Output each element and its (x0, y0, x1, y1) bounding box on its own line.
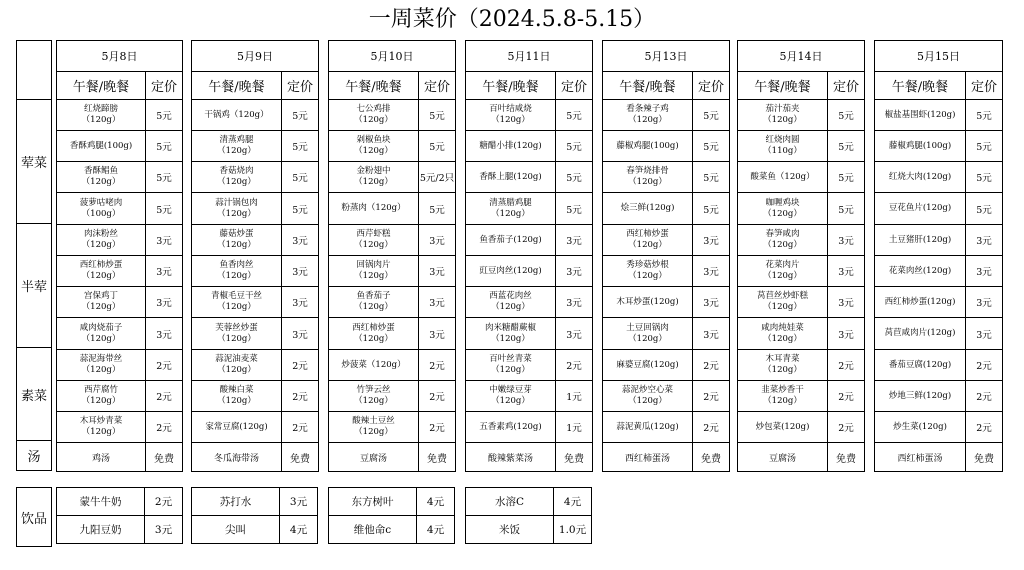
dish-name: 鱼香茄子(120g) (466, 225, 556, 256)
dish-name: 回锅肉片 （120g） (329, 256, 419, 287)
drink-name: 苏打水 (192, 488, 280, 516)
dish-name: 蒜泥油麦菜 （120g） (192, 350, 282, 381)
dish-name: 香酥鲳鱼 （120g） (57, 162, 146, 193)
price-header: 定价 (419, 72, 456, 100)
dish-price: 2元 (828, 381, 865, 412)
day-menu-table (56, 40, 183, 472)
dish-name: 花菜肉丝(120g) (875, 256, 966, 287)
dish-name: 春笋烧排骨 （120g） (603, 162, 693, 193)
dish-name: 麻婆豆腐(120g) (603, 350, 693, 381)
drinks-table (56, 487, 183, 544)
dish-price: 2元 (966, 350, 1003, 381)
drink-price: 4元 (417, 516, 455, 544)
dish-price: 5元 (419, 100, 456, 131)
dish-name: 蒜泥黄瓜(120g) (603, 412, 693, 443)
category-meat: 荤菜 (17, 100, 52, 224)
dish-price: 2元 (828, 350, 865, 381)
day-menu-table (465, 40, 593, 472)
dish-price: 2元 (146, 412, 183, 443)
drink-name: 尖叫 (192, 516, 280, 544)
dish-price: 3元 (146, 225, 183, 256)
dish-name: 竹笋云丝 （120g） (329, 381, 419, 412)
drinks-table (191, 487, 318, 544)
dish-name: 干锅鸡（120g） (192, 100, 282, 131)
soup-price: 免费 (419, 443, 456, 472)
meal-header: 午餐/晚餐 (329, 72, 419, 100)
dish-price: 3元 (693, 287, 730, 318)
dish-name: 粉蒸肉（120g） (329, 193, 419, 225)
dish-price: 3元 (556, 287, 593, 318)
price-header: 定价 (693, 72, 730, 100)
dish-name: 青椒毛豆干丝 （120g） (192, 287, 282, 318)
drink-name: 水溶C (466, 488, 554, 516)
soup-price: 免费 (693, 443, 730, 472)
drink-price: 4元 (417, 488, 455, 516)
dish-price: 2元 (146, 381, 183, 412)
dish-price: 5元 (693, 193, 730, 225)
dish-name: 藤椒鸡腿(100g) (875, 131, 966, 162)
dish-price: 5元 (828, 131, 865, 162)
dish-name: 西红柿炒蛋 （120g） (603, 225, 693, 256)
dish-price: 5元 (693, 100, 730, 131)
drinks-table (465, 487, 592, 544)
dish-name: 鱼香茄子 （120g） (329, 287, 419, 318)
dish-price: 5元 (556, 162, 593, 193)
dish-price: 2元 (282, 412, 319, 443)
dish-price: 5元 (282, 100, 319, 131)
price-header: 定价 (282, 72, 319, 100)
drink-name: 东方树叶 (329, 488, 417, 516)
dish-name: 香菇烧肉 （120g） (192, 162, 282, 193)
dish-price: 5元 (828, 193, 865, 225)
day-menu-table (191, 40, 319, 472)
dish-price: 5元 (828, 100, 865, 131)
dish-name: 酸辣土豆丝 （120g） (329, 412, 419, 443)
dish-name: 红烧肉圆 （110g） (738, 131, 828, 162)
page-title: 一周菜价（2024.5.8-5.15） (368, 7, 656, 32)
dish-name: 土豆回锅肉 （120g） (603, 318, 693, 350)
price-header: 定价 (556, 72, 593, 100)
dish-price: 2元 (146, 350, 183, 381)
soup-price: 免费 (828, 443, 865, 472)
dish-price: 2元 (282, 350, 319, 381)
dish-price: 3元 (966, 318, 1003, 350)
dish-name: 木耳青菜 （120g） (738, 350, 828, 381)
soup-price: 免费 (556, 443, 593, 472)
dish-price: 5元 (966, 193, 1003, 225)
dish-name: 七公鸡排 （120g） (329, 100, 419, 131)
dish-name: 西红柿炒蛋(120g) (875, 287, 966, 318)
dish-name: 木耳炒青菜 （120g） (57, 412, 146, 443)
dish-price: 5元 (146, 100, 183, 131)
dish-name: 秀珍菇炒根 （120g） (603, 256, 693, 287)
drinks-label: 饮品 (17, 488, 52, 547)
dish-name: 豆花鱼片(120g) (875, 193, 966, 225)
drink-name: 维他命c (329, 516, 417, 544)
dish-name: 清蒸腊鸡腿 （120g） (466, 193, 556, 225)
dish-name: 香酥上腿(120g) (466, 162, 556, 193)
meal-header: 午餐/晚餐 (466, 72, 556, 100)
dish-name: 炒包菜(120g) (738, 412, 828, 443)
soup-name: 豆腐汤 (738, 443, 828, 472)
dish-name: 芙蓉丝炒蛋 （120g） (192, 318, 282, 350)
category-header-blank (17, 41, 52, 100)
dish-name: 酸辣白菜 （120g） (192, 381, 282, 412)
dish-name: 红烧蹄膀 （120g） (57, 100, 146, 131)
dish-name: 西红柿炒蛋 （120g） (329, 318, 419, 350)
price-header: 定价 (146, 72, 183, 100)
dish-name: 菠萝咕咾肉 （100g） (57, 193, 146, 225)
meal-header: 午餐/晚餐 (875, 72, 966, 100)
dish-price: 3元 (419, 287, 456, 318)
soup-name: 豆腐汤 (329, 443, 419, 472)
drink-name: 九阳豆奶 (57, 516, 145, 544)
dish-name: 宫保鸡丁 （120g） (57, 287, 146, 318)
dish-price: 5元 (966, 100, 1003, 131)
soup-name: 冬瓜海带汤 (192, 443, 282, 472)
dish-price: 3元 (419, 256, 456, 287)
dish-price: 3元 (146, 318, 183, 350)
day-menu-table (737, 40, 865, 472)
dish-price: 5元 (146, 193, 183, 225)
soup-name: 西红柿蛋汤 (603, 443, 693, 472)
dish-price: 5元 (693, 162, 730, 193)
dish-price: 5元 (419, 131, 456, 162)
dish-price: 5元 (556, 193, 593, 225)
dish-price: 3元 (828, 287, 865, 318)
dish-name: 西蓝花肉丝 （120g） (466, 287, 556, 318)
drinks-label-table (16, 487, 52, 547)
dish-name: 百叶结咸烧 （120g） (466, 100, 556, 131)
dish-price: 3元 (828, 318, 865, 350)
meal-header: 午餐/晚餐 (603, 72, 693, 100)
soup-price: 免费 (282, 443, 319, 472)
dish-price: 3元 (828, 225, 865, 256)
dish-name: 肉米糖醋蕨椒 （120g） (466, 318, 556, 350)
dish-name: 肉沫粉丝 （120g） (57, 225, 146, 256)
dish-name: 韭菜炒香干 （120g） (738, 381, 828, 412)
dish-price: 5元 (693, 131, 730, 162)
dish-price: 5元 (282, 131, 319, 162)
dish-price: 3元 (556, 318, 593, 350)
dish-price: 5元 (146, 162, 183, 193)
dish-price: 5元 (966, 131, 1003, 162)
price-header: 定价 (966, 72, 1003, 100)
dish-price: 3元 (282, 225, 319, 256)
day-menu-table (328, 40, 456, 472)
day-date: 5月13日 (603, 41, 730, 72)
dish-price: 2元 (693, 412, 730, 443)
drink-price: 3元 (280, 488, 318, 516)
dish-name: 百叶丝青菜 （120g） (466, 350, 556, 381)
day-date: 5月14日 (738, 41, 865, 72)
dish-price: 3元 (556, 225, 593, 256)
day-date: 5月11日 (466, 41, 593, 72)
drink-price: 4元 (280, 516, 318, 544)
dish-name: 花菜肉片 （120g） (738, 256, 828, 287)
dish-price: 3元 (693, 318, 730, 350)
dish-name: 剁椒鱼块 （120g） (329, 131, 419, 162)
dish-name: 蒜泥炒空心菜 （120g） (603, 381, 693, 412)
dish-name: 豇豆肉丝(120g) (466, 256, 556, 287)
dish-price: 3元 (146, 256, 183, 287)
dish-price: 3元 (966, 225, 1003, 256)
drinks-table (328, 487, 455, 544)
day-date: 5月10日 (329, 41, 456, 72)
dish-price: 5元 (966, 162, 1003, 193)
category-vegetable: 素菜 (17, 348, 52, 441)
dish-price: 3元 (282, 318, 319, 350)
day-date: 5月9日 (192, 41, 319, 72)
dish-name: 茄汁茄夹 （120g） (738, 100, 828, 131)
dish-name: 春笋咸肉 （120g） (738, 225, 828, 256)
dish-name: 糖醋小排(120g) (466, 131, 556, 162)
dish-name: 藤菇炒蛋 （120g） (192, 225, 282, 256)
dish-price: 3元 (693, 225, 730, 256)
dish-price: 2元 (966, 381, 1003, 412)
dish-name: 木耳炒蛋(120g) (603, 287, 693, 318)
dish-price: 1元 (556, 412, 593, 443)
dish-price: 2元 (828, 412, 865, 443)
dish-price: 5元 (556, 100, 593, 131)
dish-name: 土豆猪肝(120g) (875, 225, 966, 256)
dish-price: 3元 (556, 256, 593, 287)
drink-price: 4元 (554, 488, 592, 516)
price-header: 定价 (828, 72, 865, 100)
dish-name: 金粉翅中 （120g） (329, 162, 419, 193)
dish-name: 莴苣丝炒虾糕 （120g） (738, 287, 828, 318)
dish-price: 2元 (282, 381, 319, 412)
dish-price: 2元 (693, 350, 730, 381)
dish-name: 家常豆腐(120g) (192, 412, 282, 443)
dish-name: 炒地三鲜(120g) (875, 381, 966, 412)
dish-name: 咸肉烧茄子 （120g） (57, 318, 146, 350)
soup-price: 免费 (146, 443, 183, 472)
soup-name: 西红柿蛋汤 (875, 443, 966, 472)
day-menu-table (602, 40, 730, 472)
meal-header: 午餐/晚餐 (192, 72, 282, 100)
dish-price: 5元 (146, 131, 183, 162)
meal-header: 午餐/晚餐 (57, 72, 146, 100)
dish-name: 红烧大肉(120g) (875, 162, 966, 193)
dish-price: 3元 (966, 287, 1003, 318)
dish-price: 2元 (419, 381, 456, 412)
category-soup: 汤 (17, 441, 52, 471)
day-menu-table (874, 40, 1003, 472)
dish-price: 2元 (419, 350, 456, 381)
dish-name: 番茄豆腐(120g) (875, 350, 966, 381)
dish-price: 3元 (282, 287, 319, 318)
dish-price: 5元 (419, 193, 456, 225)
dish-name: 中嫩绿豆芽 （120g） (466, 381, 556, 412)
dish-name: 五香素鸡(120g) (466, 412, 556, 443)
dish-name: 藤椒鸡腿(100g) (603, 131, 693, 162)
dish-price: 3元 (693, 256, 730, 287)
dish-name: 酸菜鱼（120g） (738, 162, 828, 193)
dish-price: 2元 (966, 412, 1003, 443)
dish-name: 莴苣咸肉片(120g) (875, 318, 966, 350)
meal-header: 午餐/晚餐 (738, 72, 828, 100)
dish-price: 3元 (146, 287, 183, 318)
dish-name: 咖喱鸡块 （120g） (738, 193, 828, 225)
dish-price: 5元 (282, 193, 319, 225)
dish-name: 炒生菜(120g) (875, 412, 966, 443)
dish-price: 3元 (282, 256, 319, 287)
drink-price: 3元 (145, 516, 183, 544)
category-column (16, 40, 52, 471)
dish-name: 西芹腐竹 （120g） (57, 381, 146, 412)
dish-price: 2元 (556, 350, 593, 381)
soup-name: 酸辣紫菜汤 (466, 443, 556, 472)
dish-name: 蒜汁锅包肉 （120g） (192, 193, 282, 225)
day-date: 5月15日 (875, 41, 1003, 72)
drink-price: 1.0元 (554, 516, 592, 544)
day-date: 5月8日 (57, 41, 183, 72)
dish-name: 鱼香肉丝 （120g） (192, 256, 282, 287)
dish-name: 西芹虾糕 （120g） (329, 225, 419, 256)
dish-name: 咸肉炖娃菜 （120g） (738, 318, 828, 350)
dish-price: 5元 (556, 131, 593, 162)
drink-price: 2元 (145, 488, 183, 516)
dish-name: 炒菠菜（120g） (329, 350, 419, 381)
dish-name: 看条辣子鸡 （120g） (603, 100, 693, 131)
dish-name: 西红柿炒蛋 （120g） (57, 256, 146, 287)
dish-name: 香酥鸡腿(100g) (57, 131, 146, 162)
dish-price: 2元 (419, 412, 456, 443)
dish-price: 3元 (419, 318, 456, 350)
dish-name: 清蒸鸡腿 （120g） (192, 131, 282, 162)
dish-price: 3元 (419, 225, 456, 256)
category-half-meat: 半荤 (17, 224, 52, 348)
dish-price: 3元 (828, 256, 865, 287)
dish-name: 蒜泥海带丝 （120g） (57, 350, 146, 381)
dish-price: 1元 (556, 381, 593, 412)
soup-price: 免费 (966, 443, 1003, 472)
drink-name: 米饭 (466, 516, 554, 544)
dish-price: 2元 (693, 381, 730, 412)
dish-name: 烩三鲜(120g) (603, 193, 693, 225)
dish-price: 5元/2只 (419, 162, 456, 193)
drink-name: 蒙牛牛奶 (57, 488, 145, 516)
soup-name: 鸡汤 (57, 443, 146, 472)
dish-price: 5元 (282, 162, 319, 193)
dish-name: 椒盐基围虾(120g) (875, 100, 966, 131)
dish-price: 3元 (966, 256, 1003, 287)
dish-price: 5元 (828, 162, 865, 193)
